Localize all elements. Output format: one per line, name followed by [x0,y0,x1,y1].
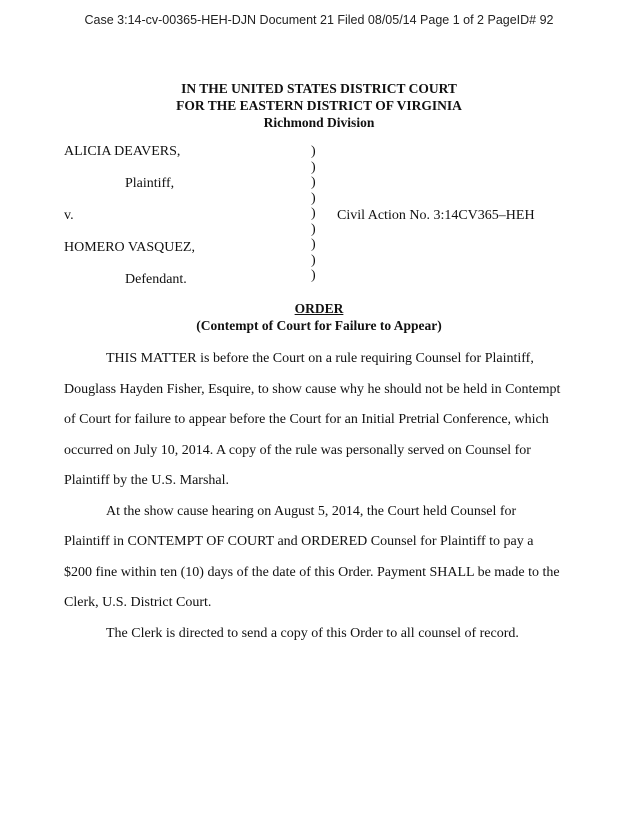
caption-paren: ) [311,268,316,283]
plaintiff-name: ALICIA DEAVERS, [64,144,181,159]
versus-label: v. [64,208,74,223]
defendant-name: HOMERO VASQUEZ, [64,240,195,255]
caption-paren: ) [311,190,316,206]
caption-paren: ) [311,159,316,175]
defendant-role: Defendant. [125,272,187,287]
order-paragraph: At the show cause hearing on August 5, 2014, the Court held Counsel for Plaintiff in CONTEMPT OF COURT and ORDERED Counsel for Plaintiff to pay a $200 fine within ten (10) days of the date of this Order. Payment SHALL be made to the Clerk, U.S. District Court. [64,503,560,610]
caption-paren: ) [311,252,316,268]
plaintiff-role: Plaintiff, [125,176,175,191]
court-name-line-1: IN THE UNITED STATES DISTRICT COURT [181,81,457,96]
caption-paren: ) [311,221,316,237]
court-division: Richmond Division [263,115,375,130]
order-title: ORDER [294,301,344,316]
order-paragraph: THIS MATTER is before the Court on a rule requiring Counsel for Plaintiff, Douglass Hayden Fisher, Esquire, to show cause why he should not be held in Contempt of Court for failure to appear before the Court for an Initial Pretrial Conference, which occurred on July 10, 2014. A copy of the rule was personally served on Counsel for Plaintiff by the U.S. Marshal. [64,351,561,488]
case-number: Civil Action No. 3:14CV365–HEH [337,208,535,223]
caption-paren: ) [311,144,316,159]
court-name-line-2: FOR THE EASTERN DISTRICT OF VIRGINIA [176,98,462,113]
caption-paren: ) [311,175,316,190]
order-heading [0,300,638,334]
filing-stamp-header: Case 3:14-cv-00365-HEH-DJN Document 21 Filed 08/05/14 Page 1 of 2 PageID# 92 [84,13,554,27]
caption-paren: ) [311,206,316,221]
order-subtitle: (Contempt of Court for Failure to Appear) [196,318,442,333]
court-heading [0,80,638,131]
caption-paren: ) [311,237,316,252]
case-caption [64,144,584,287]
order-body [64,344,564,649]
caption-paren-column [311,144,323,284]
order-paragraph: The Clerk is directed to send a copy of this Order to all counsel of record. [106,625,519,641]
